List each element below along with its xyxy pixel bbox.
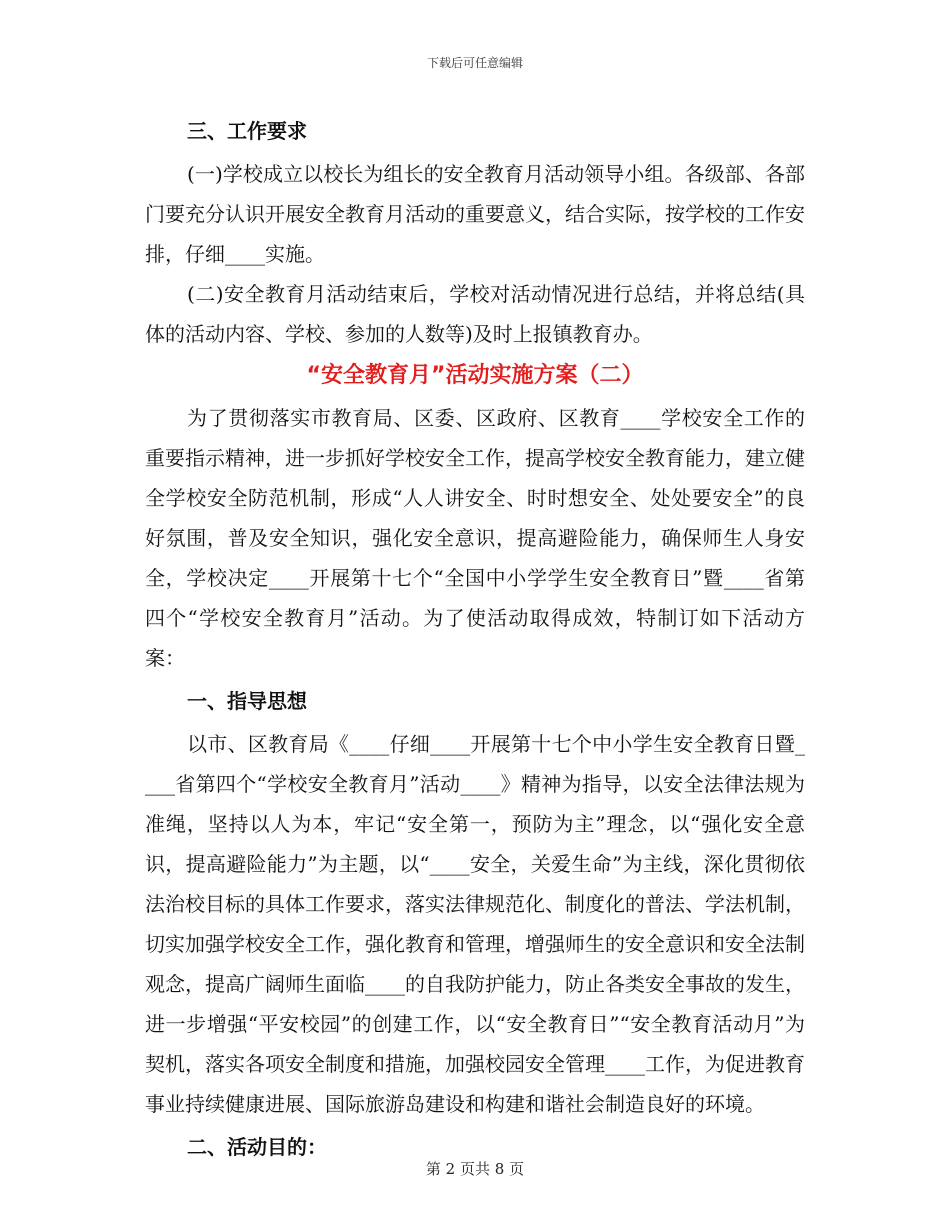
paragraph: (一)学校成立以校长为组长的安全教育月活动领导小组。各级部、各部门要充分认识开展安全教育月活动的重要意义，结合实际，按学校的工作安排，仔细____实施。 — [145, 162, 805, 266]
section-heading-guiding-ideology: 一、指导思想 — [187, 689, 307, 713]
intro-paragraph: 为了贯彻落实市教育局、区委、区政府、区教育____学校安全工作的重要指示精神，进一步抓好学校安全工作，提高学校安全教育能力，建立健全学校安全防范机制，形成“人人讲安全、时时想安全、处处要安全”的良好氛围，普及安全知识，强化安全意识，提高避险能力，确保师生人身安全，学校决定____开展第十七个“全国中小学学生安全教育日”暨____省第四个“学校安全教育月”活动。为了使活动取得成效，特制订如下活动方案： — [145, 406, 805, 670]
document-title: “安全教育月”活动实施方案（二） — [306, 363, 644, 388]
paragraph: (二)安全教育月活动结束后，学校对活动情况进行总结，并将总结(具体的活动内容、学校、参加的人数等)及时上报镇教育办。 — [145, 282, 805, 346]
paragraph: 以市、区教育局《____仔细____开展第十七个中小学生安全教育日暨____省第四个“学校安全教育月”活动____》精神为指导，以安全法律法规为准绳，坚持以人为本，牢记“安全第一，预防为主”理念，以“强化安全意识，提高避险能力”为主题，以“____安全，关爱生命”为主线，深化贯彻依法治校目标的具体工作要求，落实法律规范化、制度化的普法、学法机制，切实加强学校安全工作，强化教育和管理，增强师生的安全意识和安全法制观念，提高广阔师生面临____的自我防护能力，防止各类安全事故的发生，进一步增强“平安校园”的创建工作，以“安全教育日”“安全教育活动月”为契机，落实各项安全制度和措施，加强校园安全管理____工作，为促进教育事业持续健康进展、国际旅游岛建设和构建和谐社会制造良好的环境。 — [145, 732, 805, 1116]
page-header: 下载后可任意编辑 — [426, 56, 523, 70]
page-number: 第 2 页共 8 页 — [425, 1160, 525, 1178]
section-heading-activity-purpose: 二、活动目的： — [187, 1135, 327, 1159]
section-heading-work-requirements: 三、工作要求 — [187, 119, 307, 143]
document-body — [145, 108, 805, 1170]
